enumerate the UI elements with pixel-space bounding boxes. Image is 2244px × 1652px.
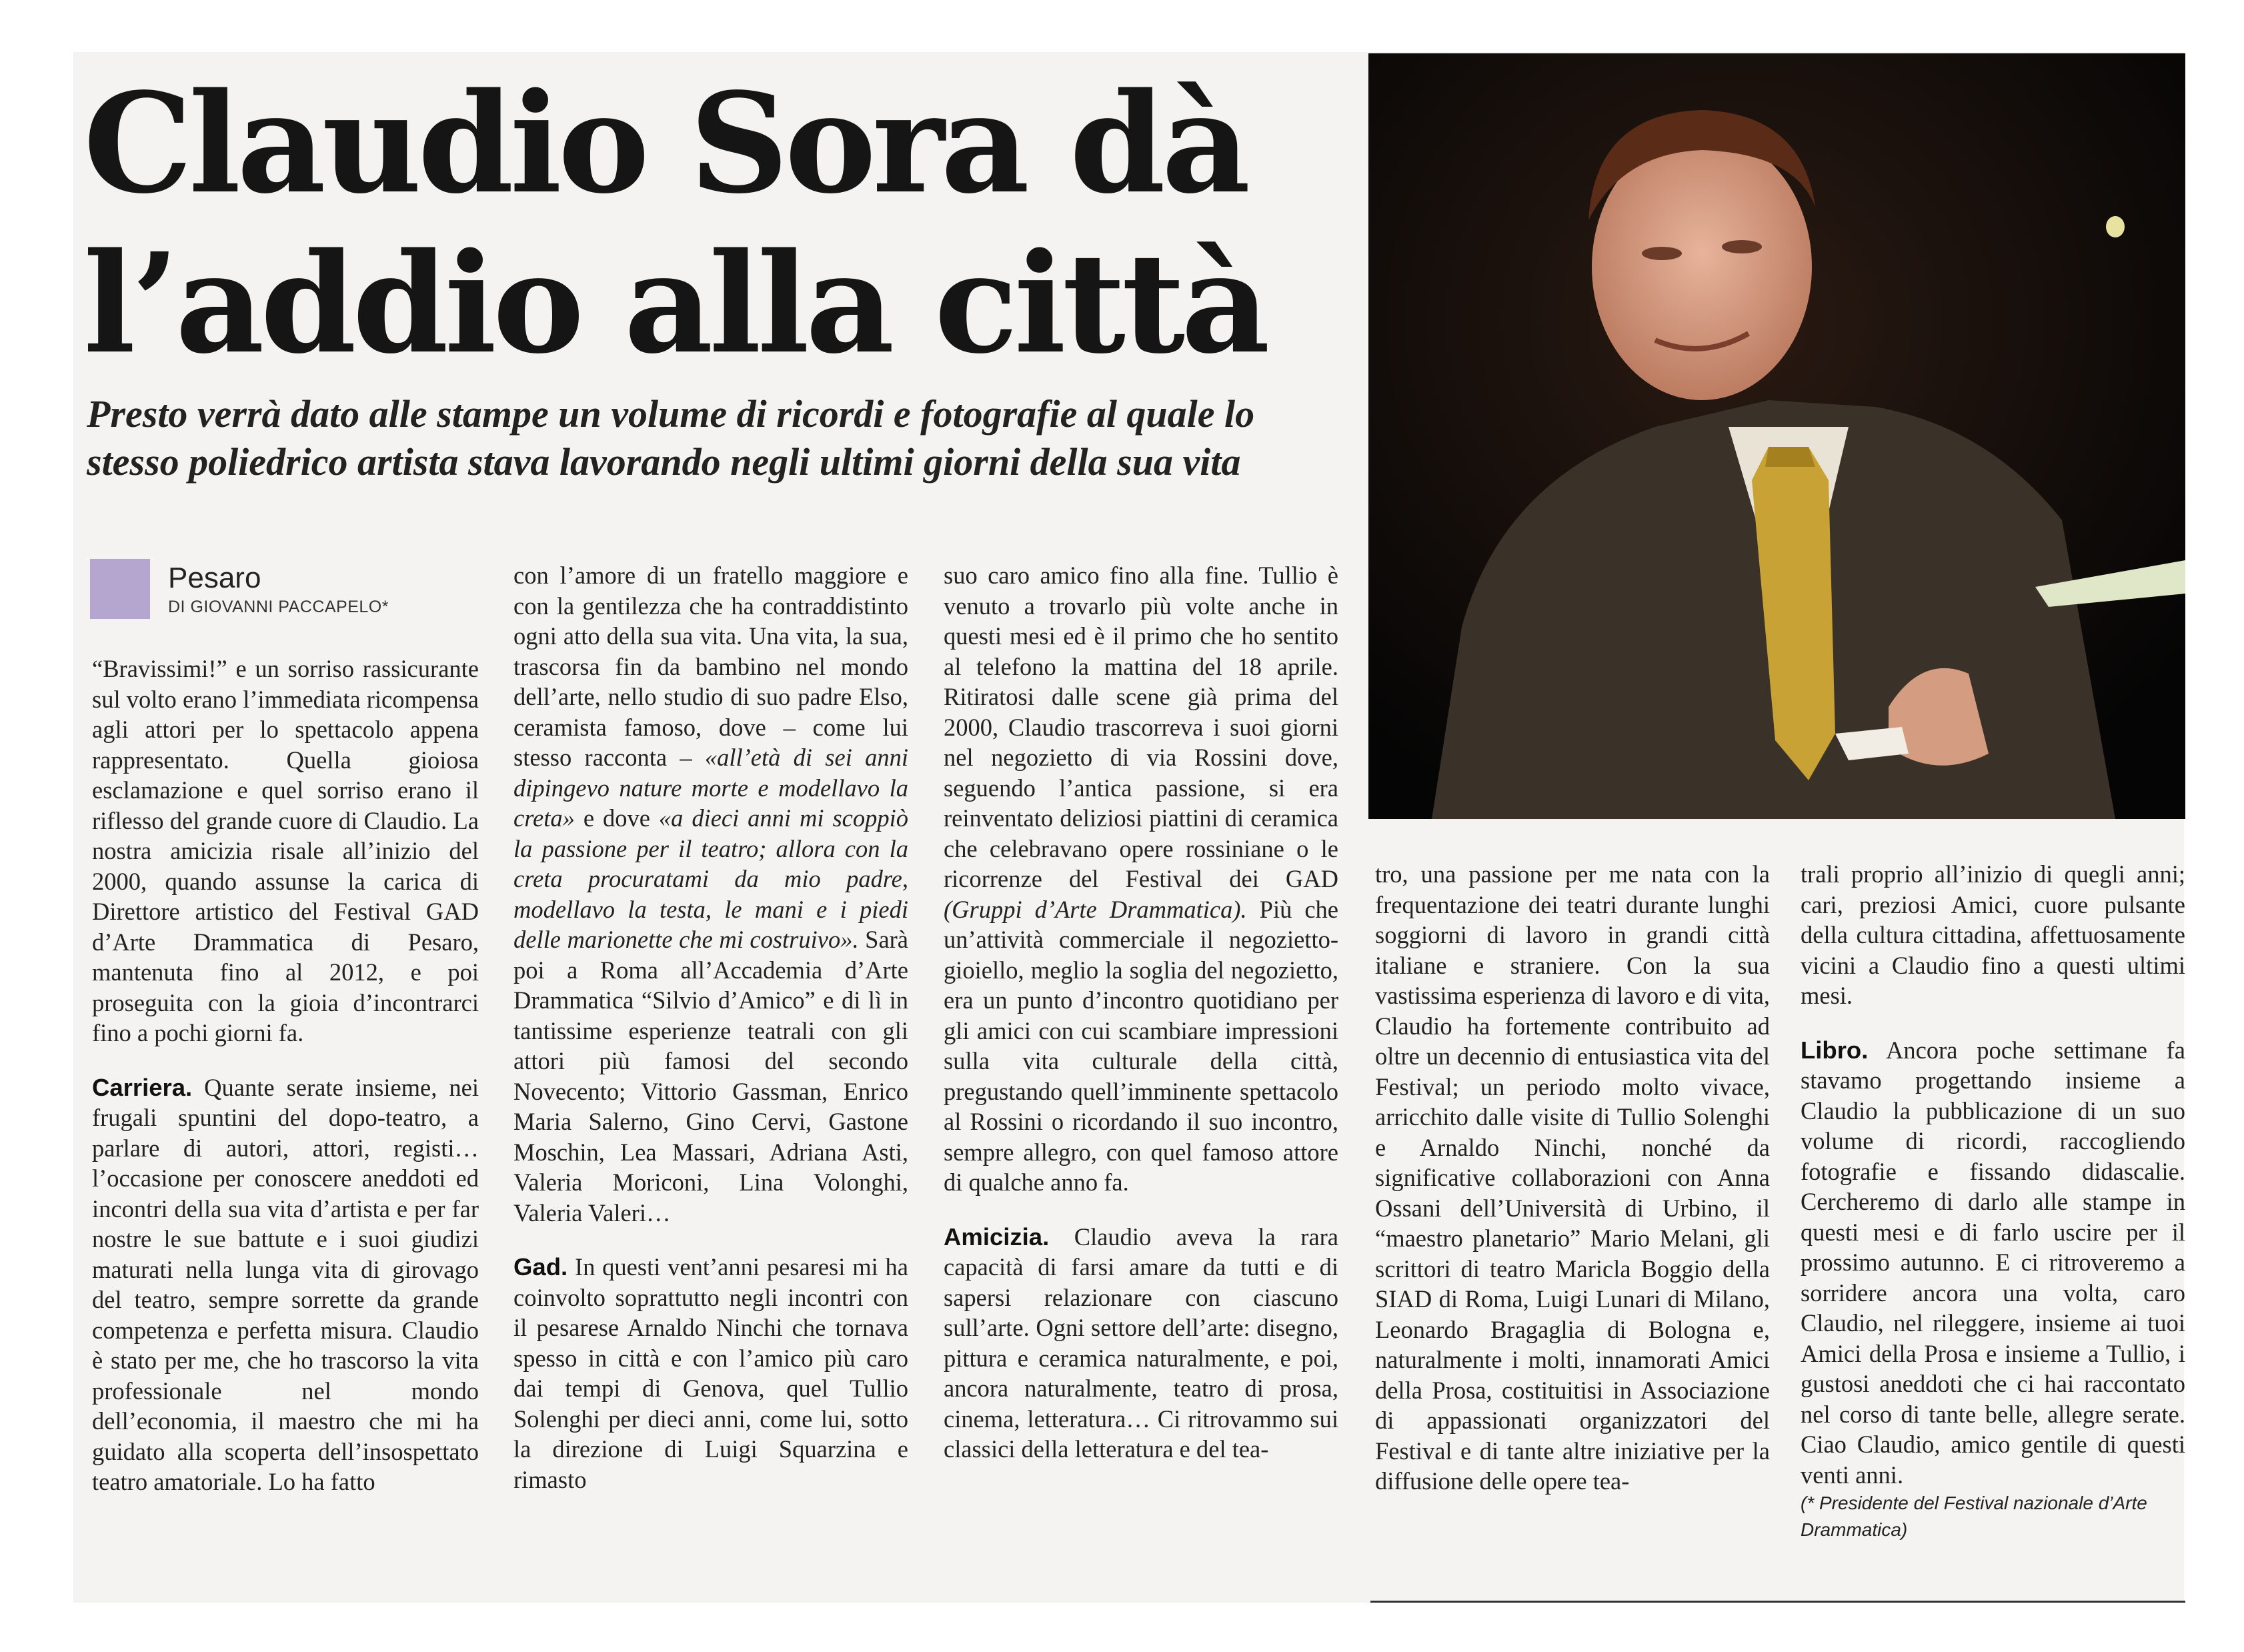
section-lead: Amicizia. — [944, 1222, 1050, 1251]
headline-line-2: l’addio alla città — [83, 223, 1266, 384]
headline — [83, 63, 1350, 383]
dateline-marker — [90, 559, 150, 619]
paragraph-text: e dove — [574, 804, 659, 832]
quote: (Gruppi d’Arte Drammatica). — [944, 895, 1247, 923]
paragraph — [513, 1252, 908, 1495]
bottom-rule — [1370, 1601, 2185, 1603]
subheadline: Presto verrà dato alle stampe un volume di ricordi e fotografie al quale lo stesso poliedrico artista stava lavorando negli ultimi giorni della sua vita — [87, 392, 1255, 484]
paragraph: “Bravissimi!” e un sorriso rassicurante sul volto erano l’immediata ricompensa agli attori per lo spettacolo appena rappresentato. Quella gioiosa esclamazione e quel sorriso erano il riflesso del grande cuore di Claudio. La nostra amicizia risale all’inizio del 2000, quando assunse la carica di Direttore artistico del Festival GAD d’Arte Drammatica di Pesaro, mantenuta fino al 2012, e poi proseguita con la gioia d’incontrarci fino a pochi giorni fa. — [92, 655, 479, 1046]
paragraph: trali proprio all’inizio di quegli anni; cari, preziosi Amici, cuore pulsante della cultura cittadina, affettuosamente vicini a Claudio fino a questi ultimi mesi. — [1801, 860, 2185, 1009]
article-column-5 — [1801, 859, 2185, 1586]
paragraph-text: suo caro amico fino alla fine. Tullio è venuto a trovarlo più volte anche in questi mesi ed è il primo che ho sentito al telefono la mattina del 18 aprile. Ritiratosi dalle scene già prima del 2000, Claudio trascorreva i suoi giorni nel negozietto di via Rossini dove, seguendo l’antica passione, si era reinventato deliziosi piattini di ceramica che celebravano opere rossiniane o le ricorrenze del Festival dei GAD — [944, 562, 1338, 892]
article-column-1 — [92, 654, 479, 1561]
paragraph — [944, 560, 1338, 1198]
paragraph — [92, 1072, 479, 1497]
author-footnote: (* Presidente del Festival nazionale d’Arte Drammatica) — [1801, 1493, 2147, 1540]
quote: «a dieci anni mi scoppiò la passione per il teatro; allora con la creta procuratami da mio padre, modellavo la testa, le mani e i piedi delle marionette che mi costruivo». — [513, 804, 908, 953]
section-lead: Gad. — [513, 1253, 568, 1281]
paragraph — [944, 1222, 1338, 1465]
article-column-3 — [944, 560, 1338, 1561]
portrait-photo — [1368, 53, 2185, 819]
quote: «all’età di sei anni dipingevo nature morte e modellavo la creta» — [513, 744, 908, 832]
section-lead: Carriera. — [92, 1073, 193, 1101]
paragraph-text: Ancora poche settimane fa stavamo progettando insieme a Claudio la pubblicazione di un suo volume di ricordi, raccogliendo fotografie e fissando didascalie. Cercheremo di darlo alle stampe in questi mesi e di farlo uscire per il prossimo autunno. E ci ritroveremo a sorridere ancora una volta, caro Claudio, nel rileggere, insieme ai tuoi Amici della Prosa e insieme a Tullio, i gustosi aneddoti che ci hai raccontato nel corso di tante belle, allegre serate. Ciao Claudio, amico gentile di questi venti anni. — [1801, 1036, 2185, 1489]
paragraph-text: Claudio aveva la rara capacità di farsi amare da tutti e di sapersi relazionare con ciascuno sull’arte. Ogni settore dell’arte: disegno, pittura e ceramica naturalmente, e poi, ancora naturalmente, teatro di prosa, cinema, letteratura… Ci ritrovammo sui classici della letteratura e del tea- — [944, 1222, 1338, 1463]
paragraph-text: In questi vent’anni pesaresi mi ha coinvolto soprattutto negli incontri con il pesarese Arnaldo Ninchi che tornava spesso in città e con l’amico più caro dai tempi di Genova, quel Tullio Solenghi per dieci anni, come lui, sotto la direzione di Luigi Squarzina e rimasto — [513, 1253, 908, 1493]
paragraph-text: Quante serate insieme, nei frugali spuntini del dopo-teatro, a parlare di autori, attori, registi… l’occasione per conoscere aneddoti ed incontri della sua vita d’artista e per far nostre le sue battute e i suoi giudizi maturati nella lunga vita di girovago del teatro, sempre sorrette da grande competenza e perfetta misura. Claudio è stato per me, che ho trascorso la vita professionale nel mondo dell’economia, il maestro che mi ha guidato alla scoperta dell’insospettato teatro amatoriale. Lo ha fatto — [92, 1073, 479, 1495]
paragraph-text: Sarà poi a Roma all’Accademia d’Arte Drammatica “Silvio d’Amico” e di lì in tantissime esperienze teatrali con gli attori più famosi del secondo Novecento; Vittorio Gassman, Enrico Maria Salerno, Gino Cervi, Gastone Moschin, Lea Massari, Adriana Asti, Valeria Moriconi, Lina Volonghi, Valeria Valeri… — [513, 926, 908, 1226]
paragraph — [513, 560, 908, 1228]
portrait-photo-icon — [1368, 53, 2185, 819]
paragraph-text: con l’amore di un fratello maggiore e con la gentilezza che ha contraddistinto ogni atto della sua vita. Una vita, la sua, trascorsa fin da bambino nel mondo dell’arte, nello studio di suo padre Elso, ceramista famoso, dove – come lui stesso racconta – — [513, 562, 908, 771]
article-column-4 — [1375, 859, 1770, 1559]
headline-line-1: Claudio Sora dà — [83, 63, 1247, 224]
paragraph-text: Più che un’attività commerciale il negozietto-gioiello, meglio la soglia del negozietto, era un punto d’incontro quotidiano per gli amici con cui scambiare impressioni sulla vita culturale della città, pregustando quell’imminente spettacolo al Rossini o ricordando il suo incontro, sempre allegro, con quel famoso attore di qualche anno fa. — [944, 895, 1338, 1196]
paragraph: tro, una passione per me nata con la frequentazione dei teatri durante lunghi soggiorni di lavoro in grandi città italiane e straniere. Con la sua vastissima esperienza di lavoro e di vita, Claudio ha fortemente contribuito ad oltre un decennio di entusiastica vita del Festival; un periodo molto vivace, arricchito dalle visite di Tullio Solenghi e Arnaldo Ninchi, nonché da significative collaborazioni con Anna Ossani dell’Università di Urbino, il “maestro planetario” Mario Melani, gli scrittori di teatro Maricla Boggio della SIAD di Roma, Luigi Lunari di Milano, Leonardo Bragaglia di Bologna e, naturalmente i molti, innamorati Amici della Prosa, costituitisi in Associazione di appassionati organizzatori del Festival e di tante altre iniziative per la diffusione delle opere tea- — [1375, 860, 1770, 1495]
paragraph — [1801, 1035, 2185, 1491]
byline: DI GIOVANNI PACCAPELO* — [168, 598, 389, 616]
section-lead: Libro. — [1801, 1036, 1869, 1064]
article-column-2 — [513, 560, 908, 1561]
dateline-city: Pesaro — [168, 562, 261, 594]
